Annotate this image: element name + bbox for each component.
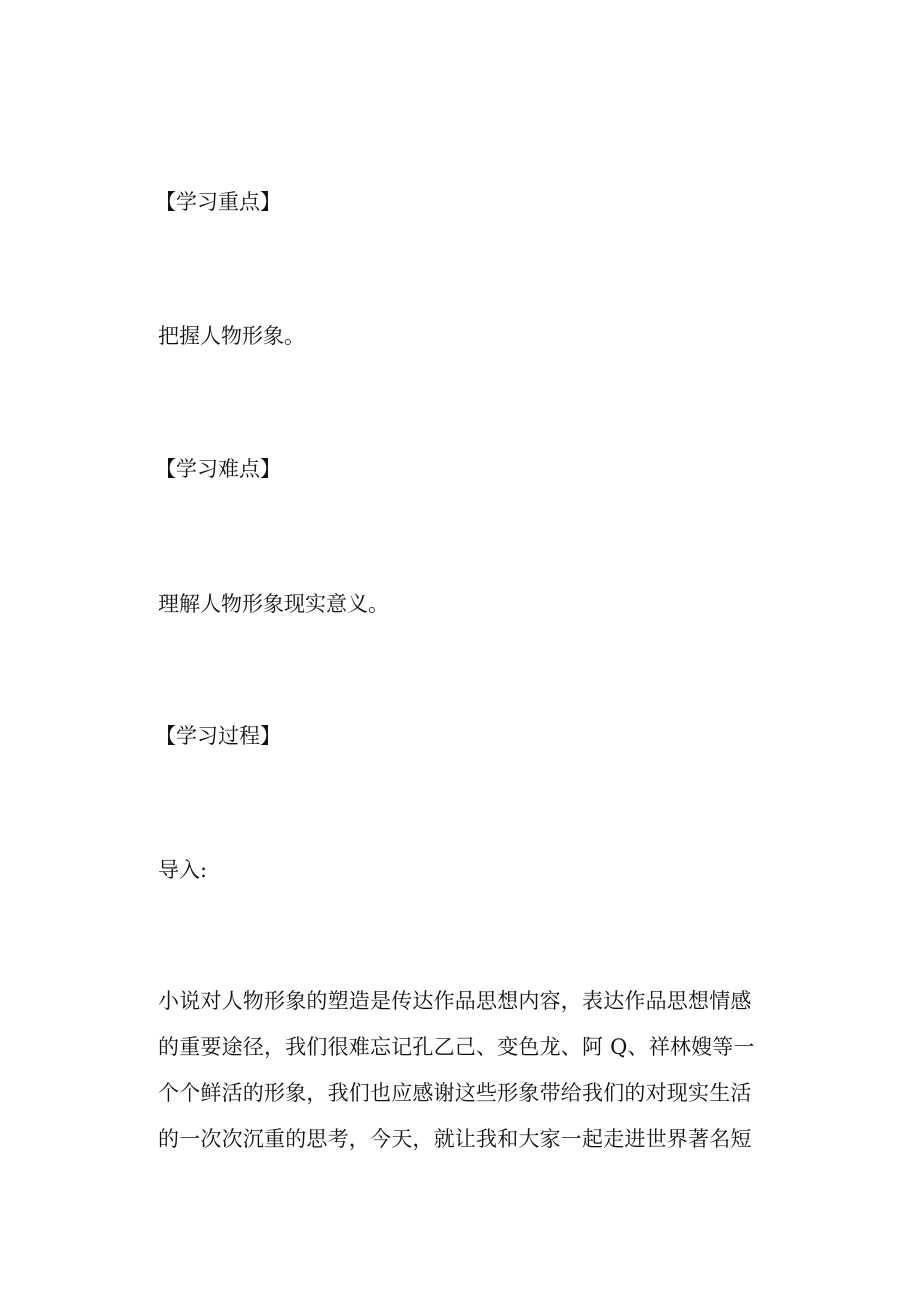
- intro-label: 导入:: [158, 858, 208, 882]
- focus-text: 把握人物形象。: [158, 324, 305, 348]
- process-heading: 【学习过程】: [155, 724, 281, 748]
- difficulty-heading: 【学习难点】: [155, 457, 281, 481]
- focus-heading: 【学习重点】: [155, 190, 281, 214]
- intro-line: 的一次次沉重的思考，今天，就让我和大家一起走进世界著名短: [158, 1127, 752, 1151]
- intro-paragraph: [158, 987, 768, 1171]
- difficulty-text: 理解人物形象现实意义。: [158, 592, 389, 616]
- intro-line: 小说对人物形象的塑造是传达作品思想内容，表达作品思想情感: [158, 989, 752, 1013]
- intro-line: 的重要途径，我们很难忘记孔乙己、变色龙、阿 Q、祥林嫂等一: [158, 1035, 755, 1059]
- intro-line: 个个鲜活的形象，我们也应感谢这些形象带给我们的对现实生活: [158, 1081, 752, 1105]
